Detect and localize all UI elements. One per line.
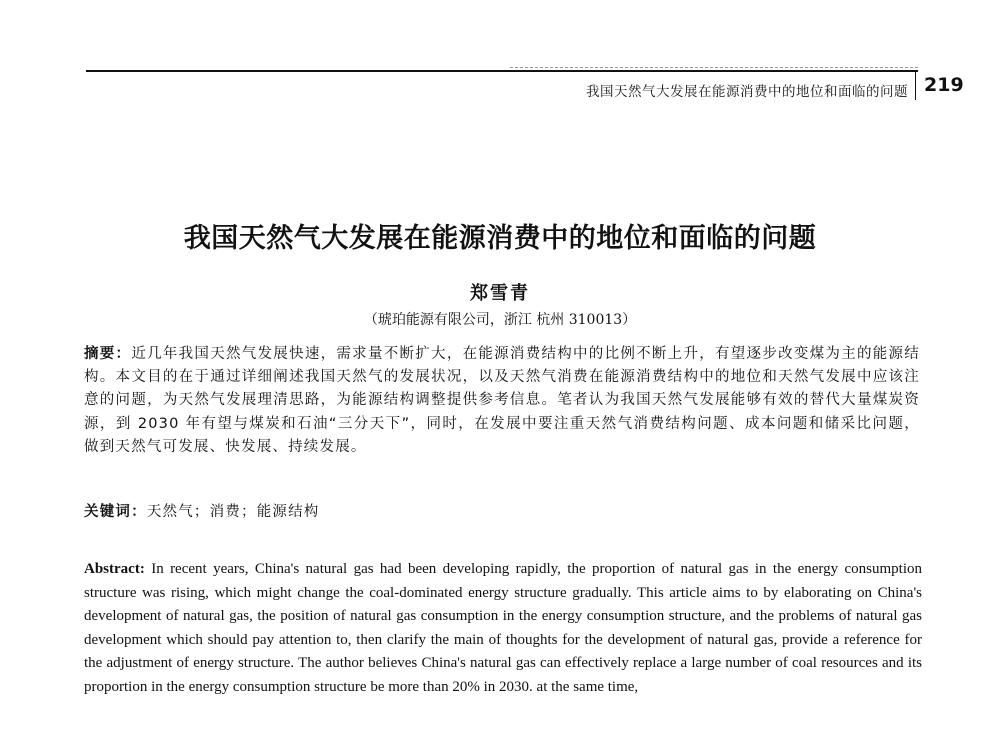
running-head: 我国天然气大发展在能源消费中的地位和面临的问题 — [586, 84, 908, 100]
keywords-cn-text: 天然气；消费；能源结构 — [146, 504, 320, 520]
keywords-cn — [84, 500, 920, 521]
header-rule — [86, 70, 918, 72]
abstract-en — [84, 558, 922, 699]
abstract-cn-label: 摘要： — [84, 346, 132, 362]
header-divider — [915, 72, 916, 100]
abstract-cn — [84, 343, 920, 459]
article-affiliation: （琥珀能源有限公司，浙江 杭州 310013） — [363, 312, 637, 328]
article-author: 郑雪青 — [470, 283, 530, 304]
article-title: 我国天然气大发展在能源消费中的地位和面临的问题 — [183, 223, 817, 254]
abstract-en-text: In recent years, China's natural gas had been developing rapidly, the proportion of natural gas in the energy consumption structure was rising, which might change the coal-dominated energy structure gradually. This article aims to by elaborating on China's development of natural gas, the position of natural gas consumption in the energy consumption structure, and the problems of natural gas development which should pay attention to, then clarify the main of thoughts for the development of natural gas, provide a reference for the adjustment of energy structure. The author believes China's natural gas can effectively replace a large number of coal resources and its proportion in the energy consumption structure be more than 20% in 2030. at the same time, — [84, 561, 923, 695]
abstract-cn-text: 近几年我国天然气发展快速，需求量不断扩大，在能源消费结构中的比例不断上升，有望逐步改变煤为主的能源结构。本文目的在于通过详细阐述我国天然气的发展状况，以及天然气消费在能源消费结构中的地位和天然气发展中应该注意的问题，为天然气发展理清思路，为能源结构调整提供参考信息。笔者认为我国天然气发展能够有效的替代大量煤炭资源，到 2030 年有望与煤炭和石油“三分天下”，同时，在发展中要注重天然气消费结构问题、成本问题和储采比问题，做到天然气可发展、快发展、持续发展。 — [84, 346, 920, 455]
keywords-cn-label: 关键词： — [84, 504, 147, 520]
page-number: 219 — [924, 74, 964, 96]
abstract-en-label: Abstract: — [84, 561, 145, 577]
